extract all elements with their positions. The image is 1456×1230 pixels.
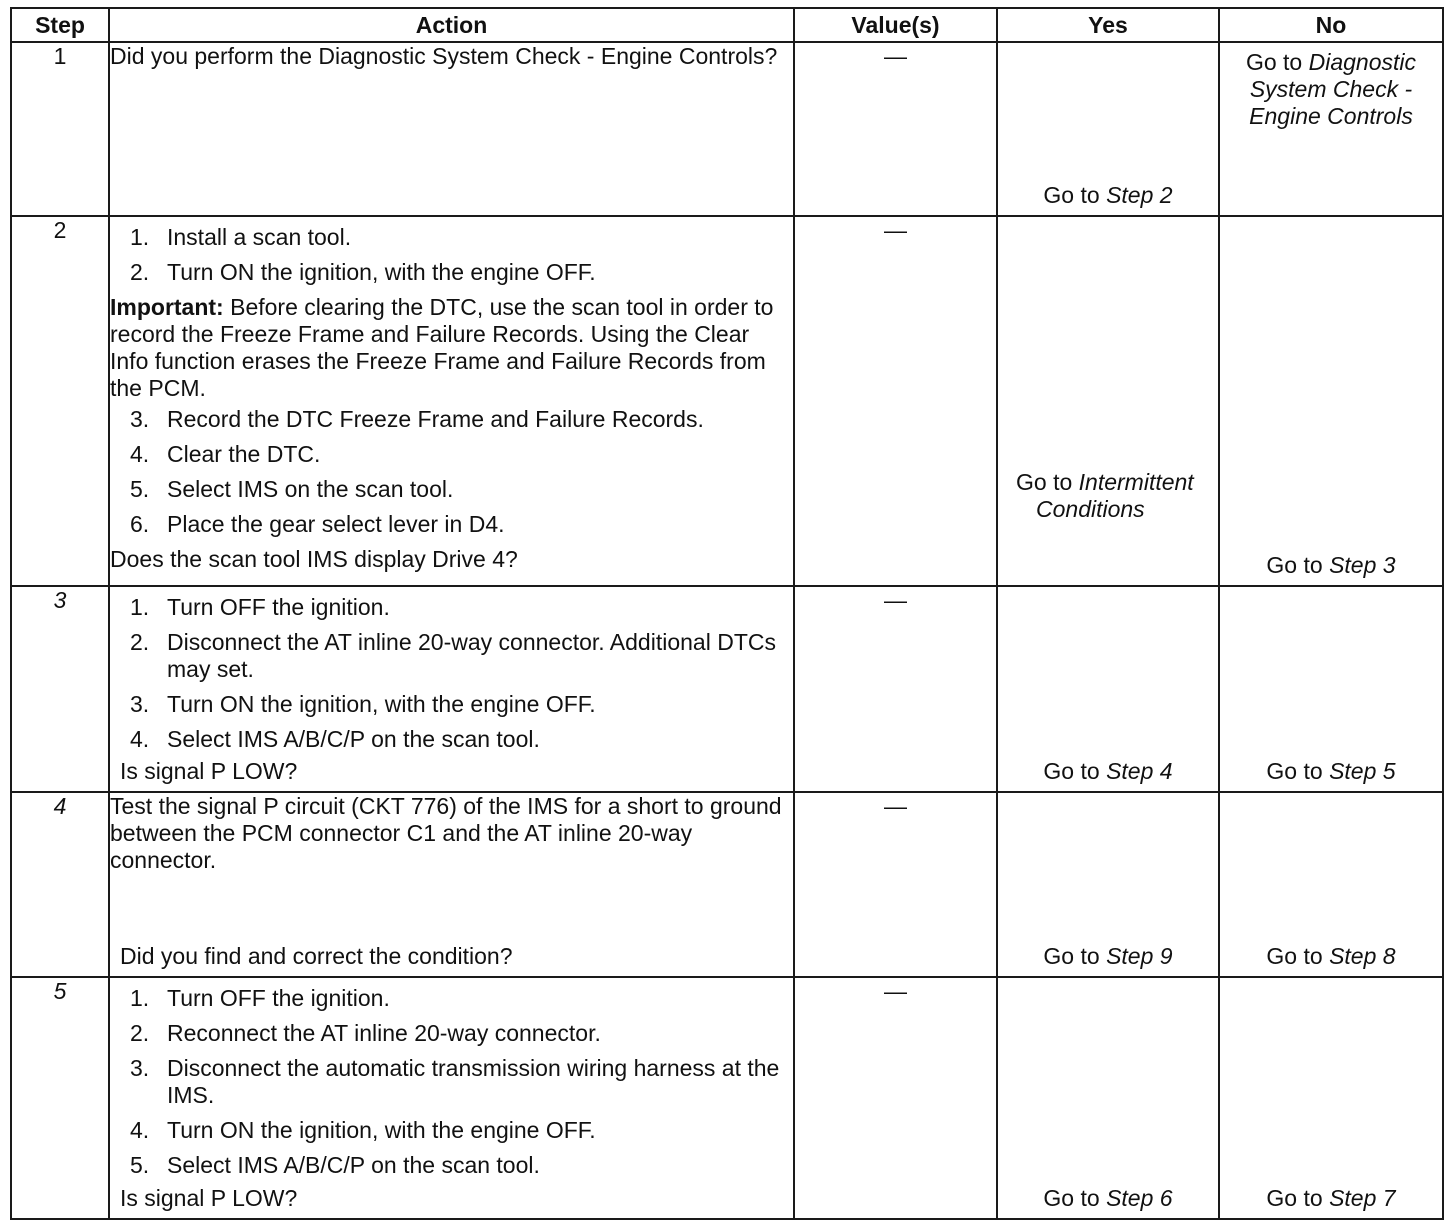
goto-prefix: Go to: [1043, 182, 1107, 208]
action-cell: [109, 216, 794, 586]
list-item: [110, 406, 793, 433]
item-text: Install a scan tool.: [167, 224, 352, 250]
goto-target: Step 3: [1329, 552, 1396, 578]
item-text: Record the DTC Freeze Frame and Failure Records.: [167, 406, 704, 432]
goto-target: Diagnostic System Check - Engine Controls: [1249, 49, 1417, 129]
no-cell: [1219, 586, 1443, 792]
goto-prefix: Go to: [1016, 469, 1079, 495]
list-item: [110, 511, 793, 538]
table-row: [11, 42, 1443, 216]
yes-cell: [997, 792, 1219, 977]
value-cell: [794, 216, 997, 586]
step-list: [110, 406, 793, 538]
action-cell: [109, 792, 794, 977]
goto-target: Step 6: [1106, 1185, 1173, 1211]
item-number: 1.: [130, 224, 150, 250]
goto-target: Step 9: [1106, 943, 1173, 969]
item-number: 2.: [130, 629, 150, 655]
goto-prefix: Go to: [1266, 1185, 1330, 1211]
table-row: [11, 586, 1443, 792]
item-number: 1.: [130, 594, 150, 620]
question-text: Is signal P LOW?: [120, 1185, 298, 1211]
value-cell: [794, 977, 997, 1219]
goto-prefix: Go to: [1043, 758, 1107, 784]
important-note: [110, 294, 793, 402]
yes-cell: [997, 586, 1219, 792]
item-number: 1.: [130, 985, 150, 1011]
value-dash: —: [884, 978, 907, 1004]
list-item: [110, 594, 793, 621]
list-item: [110, 629, 793, 683]
goto-target: Step 2: [1106, 182, 1173, 208]
item-text: Turn ON the ignition, with the engine OFF.: [167, 691, 596, 717]
list-item: [110, 441, 793, 468]
no-goto[interactable]: [1220, 49, 1442, 130]
item-text: Disconnect the automatic transmission wiring harness at the IMS.: [167, 1055, 780, 1108]
goto-prefix: Go to: [1266, 552, 1330, 578]
yes-goto[interactable]: [998, 182, 1218, 209]
goto-target: Step 7: [1329, 1185, 1396, 1211]
value-dash: —: [884, 217, 907, 243]
item-text: Place the gear select lever in D4.: [167, 511, 505, 537]
value-cell: [794, 42, 997, 216]
step-number: 3: [11, 586, 109, 792]
goto-prefix: Go to: [1266, 943, 1330, 969]
item-number: 3.: [130, 691, 150, 717]
action-text: Test the signal P circuit (CKT 776) of the IMS for a short to ground between the PCM connector C1 and the AT inline 20-way connector.: [110, 793, 782, 873]
diagnostic-table: [10, 7, 1444, 1220]
item-number: 4.: [130, 726, 150, 752]
header-step: Step: [11, 8, 109, 42]
list-item: [110, 1117, 793, 1144]
step-number: 2: [11, 216, 109, 586]
list-item: [110, 1055, 793, 1109]
list-item: [110, 476, 793, 503]
goto-prefix: Go to: [1245, 49, 1309, 75]
no-goto[interactable]: [1220, 943, 1442, 970]
yes-goto[interactable]: [1016, 469, 1214, 523]
step-number: 5: [11, 977, 109, 1219]
value-cell: [794, 792, 997, 977]
list-item: [110, 259, 793, 286]
header-row: [11, 8, 1443, 42]
table-row: [11, 792, 1443, 977]
list-item: [110, 1020, 793, 1047]
item-text: Disconnect the AT inline 20-way connector. Additional DTCs may set.: [167, 629, 776, 682]
important-text: Before clearing the DTC, use the scan tool in order to record the Freeze Frame and Failure Records. Using the Clear Info function erases the Freeze Frame and Failure Records from the PCM.: [110, 294, 774, 401]
item-text: Reconnect the AT inline 20-way connector.: [167, 1020, 601, 1046]
yes-goto[interactable]: [998, 758, 1218, 785]
item-text: Select IMS on the scan tool.: [167, 476, 454, 502]
step-list: [110, 224, 793, 286]
item-number: 4.: [130, 441, 150, 467]
goto-target: Step 5: [1329, 758, 1396, 784]
table-row: [11, 977, 1443, 1219]
step-list: [110, 594, 793, 753]
action-cell: [109, 586, 794, 792]
goto-prefix: Go to: [1043, 1185, 1107, 1211]
step-number: 1: [11, 42, 109, 216]
important-label: Important:: [110, 294, 224, 320]
value-dash: —: [884, 793, 907, 819]
list-item: [110, 726, 793, 753]
no-cell: [1219, 977, 1443, 1219]
action-text: Did you perform the Diagnostic System Check - Engine Controls?: [110, 43, 778, 69]
action-cell: [109, 977, 794, 1219]
no-goto[interactable]: [1220, 1185, 1442, 1212]
item-text: Turn ON the ignition, with the engine OFF.: [167, 1117, 596, 1143]
item-number: 2.: [130, 1020, 150, 1046]
yes-goto[interactable]: [998, 943, 1218, 970]
item-number: 5.: [130, 476, 150, 502]
item-number: 5.: [130, 1152, 150, 1178]
list-item: [110, 691, 793, 718]
item-text: Select IMS A/B/C/P on the scan tool.: [167, 726, 540, 752]
no-cell: [1219, 792, 1443, 977]
goto-target: Intermittent: [1078, 469, 1194, 495]
step-number: 4: [11, 792, 109, 977]
no-goto[interactable]: [1220, 552, 1442, 579]
yes-goto[interactable]: [998, 1185, 1218, 1212]
item-number: 6.: [130, 511, 150, 537]
item-text: Turn ON the ignition, with the engine OFF.: [167, 259, 596, 285]
item-number: 3.: [130, 1055, 150, 1081]
yes-cell: [997, 42, 1219, 216]
no-goto[interactable]: [1220, 758, 1442, 785]
no-cell: [1219, 42, 1443, 216]
goto-target: Conditions: [1036, 496, 1145, 522]
value-cell: [794, 586, 997, 792]
goto-prefix: Go to: [1266, 758, 1330, 784]
value-dash: —: [884, 587, 907, 613]
item-number: 4.: [130, 1117, 150, 1143]
header-no: No: [1219, 8, 1443, 42]
item-text: Turn OFF the ignition.: [167, 985, 390, 1011]
item-text: Clear the DTC.: [167, 441, 321, 467]
step-list: [110, 985, 793, 1179]
header-yes: Yes: [997, 8, 1219, 42]
item-number: 3.: [130, 406, 150, 432]
list-item: [110, 985, 793, 1012]
value-dash: —: [884, 43, 907, 69]
item-text: Select IMS A/B/C/P on the scan tool.: [167, 1152, 540, 1178]
question-text: Is signal P LOW?: [120, 758, 298, 784]
item-text: Turn OFF the ignition.: [167, 594, 390, 620]
table-row: [11, 216, 1443, 586]
goto-target: Step 4: [1106, 758, 1173, 784]
header-action: Action: [109, 8, 794, 42]
list-item: [110, 224, 793, 251]
goto-target: Step 8: [1329, 943, 1396, 969]
list-item: [110, 1152, 793, 1179]
question-text: Does the scan tool IMS display Drive 4?: [110, 546, 518, 572]
goto-prefix: Go to: [1043, 943, 1107, 969]
question-text: Did you find and correct the condition?: [120, 943, 513, 969]
no-cell: [1219, 216, 1443, 586]
yes-cell: [997, 216, 1219, 586]
item-number: 2.: [130, 259, 150, 285]
header-values: Value(s): [794, 8, 997, 42]
action-cell: [109, 42, 794, 216]
yes-cell: [997, 977, 1219, 1219]
